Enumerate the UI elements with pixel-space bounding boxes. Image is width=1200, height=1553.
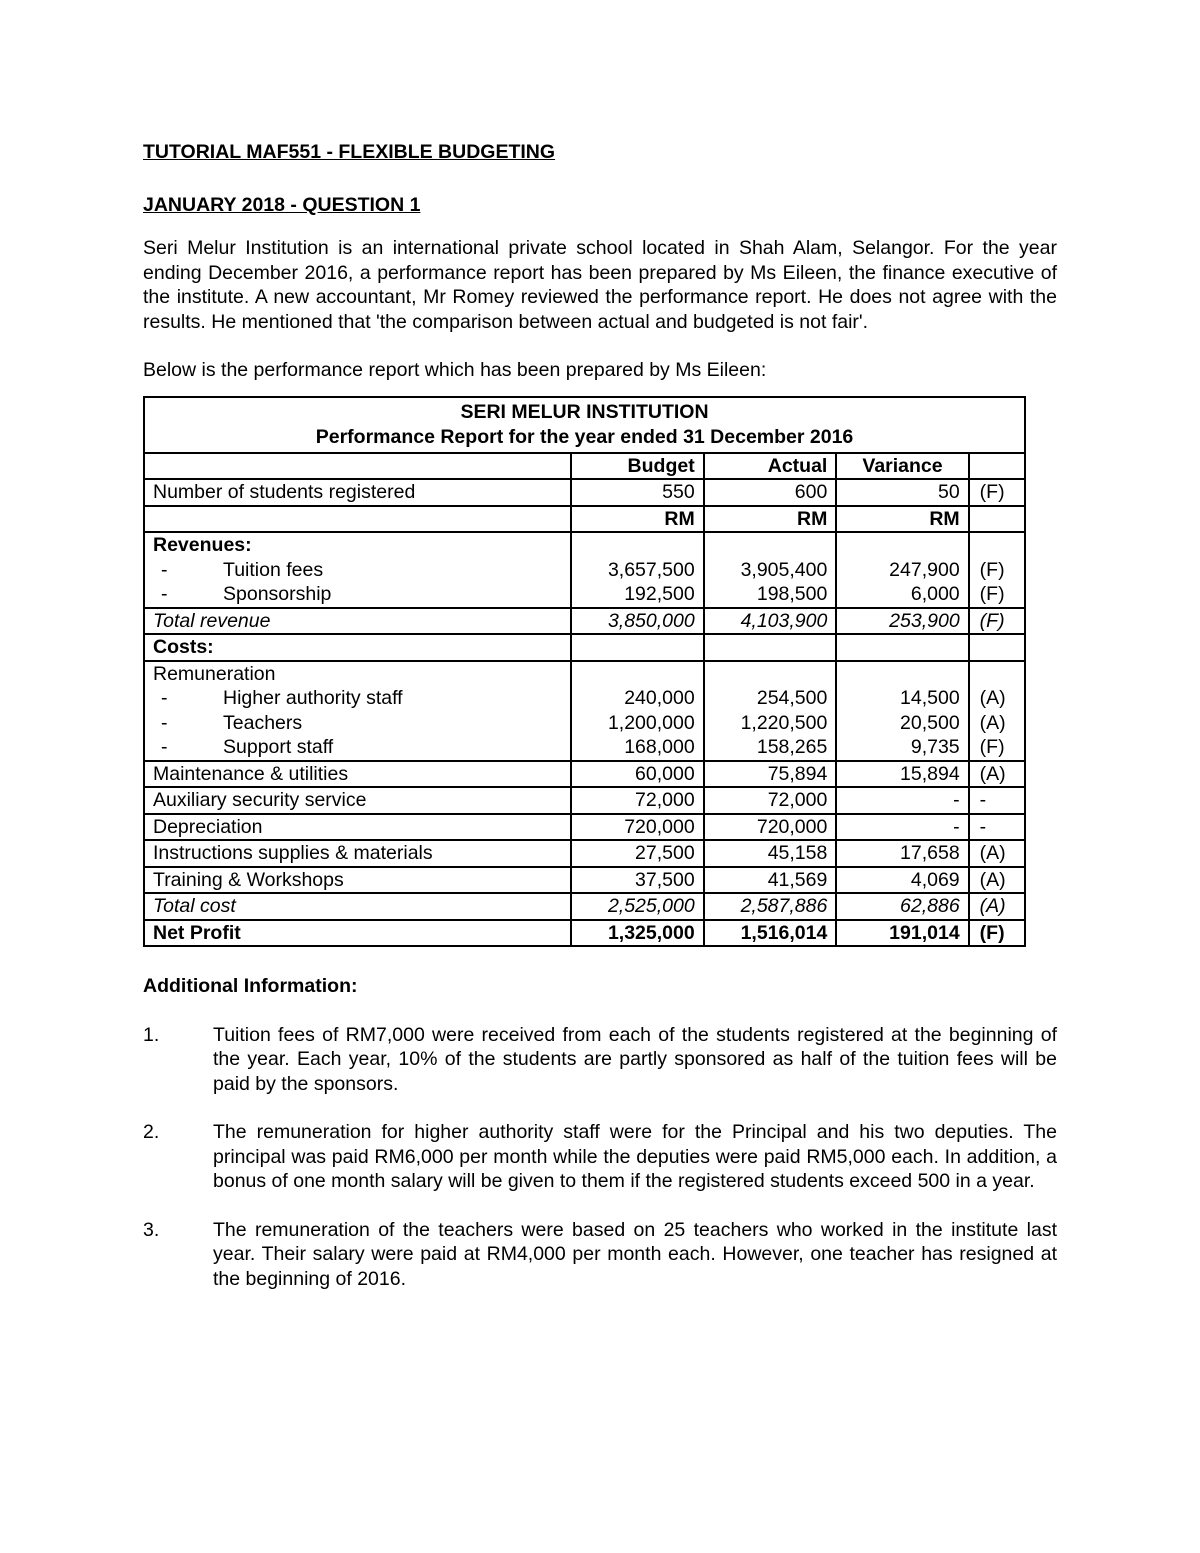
revenues-heading: Revenues:: [153, 534, 252, 556]
total-revenue-row: [144, 608, 1025, 635]
total-cost-budget: 2,525,000: [571, 893, 704, 920]
currency-row: [144, 506, 1025, 533]
sponsorship-actual: 198,500: [756, 583, 828, 605]
header-blank: [144, 453, 571, 480]
sponsorship-flag: (F): [979, 583, 1005, 605]
training-actual: 41,569: [704, 867, 837, 894]
depreciation-label: Depreciation: [144, 814, 571, 841]
tuition-flag: (F): [979, 558, 1005, 581]
supplies-budget: 27,500: [571, 840, 704, 867]
item-text: Tuition fees of RM7,000 were received from each of the students registered at the beginning of the year. Each year, 10% of the students are partly sponsored as half of the tuition fees will be paid by the sponsors.: [213, 1023, 1057, 1095]
info-item-1: [143, 1023, 1057, 1097]
col-flag: [969, 453, 1025, 480]
supplies-label: Instructions supplies & materials: [144, 840, 571, 867]
maintenance-budget: 60,000: [571, 761, 704, 788]
support-actual: 158,265: [756, 736, 828, 758]
item-text: The remuneration for higher authority staff were for the Principal and his two deputies. The principal was paid RM6,000 per month while the deputies were paid RM5,000 each. In addition, a bonus of one month salary will be given to them if the registered students exceed 500 in a year.: [213, 1121, 1057, 1192]
students-label: Number of students registered: [144, 479, 571, 506]
info-item-3: [143, 1218, 1057, 1292]
document-page: [143, 140, 1057, 1315]
training-label: Training & Workshops: [144, 867, 571, 894]
students-row: [144, 479, 1025, 506]
sponsorship-label: Sponsorship: [223, 583, 332, 605]
item-number: 2.: [143, 1121, 160, 1143]
supplies-variance: 17,658: [836, 840, 968, 867]
col-variance: Variance: [836, 453, 968, 480]
higher-flag: (A): [979, 687, 1006, 709]
net-profit-variance: 191,014: [836, 920, 968, 947]
teachers-flag: (A): [979, 711, 1006, 734]
depreciation-variance: -: [836, 814, 968, 841]
total-revenue-flag: (F): [969, 608, 1025, 635]
remuneration-block: [144, 661, 1025, 761]
header-row: [144, 453, 1025, 480]
teachers-label: Teachers: [223, 711, 303, 734]
maintenance-row: [144, 761, 1025, 788]
higher-variance: 14,500: [900, 687, 960, 709]
col-actual: Actual: [704, 453, 837, 480]
currency-variance: RM: [836, 506, 968, 533]
security-flag: -: [969, 787, 1025, 814]
report-title-cell: [144, 397, 1025, 453]
total-revenue-label: Total revenue: [144, 608, 571, 635]
currency-flag: [969, 506, 1025, 533]
bullet-dash: -: [161, 687, 168, 709]
teachers-variance: 20,500: [900, 711, 960, 734]
col-budget: Budget: [571, 453, 704, 480]
higher-label: Higher authority staff: [223, 687, 403, 709]
supplies-row: [144, 840, 1025, 867]
maintenance-flag: (A): [969, 761, 1025, 788]
sponsorship-budget: 192,500: [624, 583, 695, 605]
costs-heading: Costs:: [144, 634, 571, 661]
students-budget: 550: [571, 479, 704, 506]
depreciation-flag: -: [969, 814, 1025, 841]
item-number: 1.: [143, 1023, 160, 1046]
training-flag: (A): [969, 867, 1025, 894]
total-cost-actual: 2,587,886: [704, 893, 837, 920]
students-actual: 600: [704, 479, 837, 506]
security-budget: 72,000: [571, 787, 704, 814]
item-number: 3.: [143, 1218, 160, 1241]
security-variance: -: [836, 787, 968, 814]
item-text: The remuneration of the teachers were based on 25 teachers who worked in the institute last year. Their salary were paid at RM4,000 per month each. However, one teacher has resigned at the beginning of 2016.: [213, 1218, 1057, 1290]
total-cost-flag: (A): [969, 893, 1025, 920]
total-revenue-variance: 253,900: [836, 608, 968, 635]
report-intro: Below is the performance report which has been prepared by Ms Eileen:: [143, 359, 767, 381]
total-revenue-budget: 3,850,000: [571, 608, 704, 635]
support-budget: 168,000: [624, 736, 695, 758]
security-actual: 72,000: [704, 787, 837, 814]
tuition-label: Tuition fees: [223, 558, 324, 581]
teachers-budget: 1,200,000: [607, 711, 695, 734]
total-cost-label: Total cost: [144, 893, 571, 920]
training-row: [144, 867, 1025, 894]
total-cost-row: [144, 893, 1025, 920]
revenues-labels: [144, 532, 571, 608]
report-org: SERI MELUR INSTITUTION: [460, 400, 709, 423]
supplies-flag: (A): [969, 840, 1025, 867]
additional-info-heading: Additional Information:: [143, 975, 358, 997]
training-budget: 37,500: [571, 867, 704, 894]
students-variance: 50: [836, 479, 968, 506]
higher-actual: 254,500: [756, 687, 828, 709]
depreciation-budget: 720,000: [571, 814, 704, 841]
report-title-row: [144, 397, 1025, 453]
higher-budget: 240,000: [624, 687, 695, 709]
question-heading: JANUARY 2018 - QUESTION 1: [143, 193, 421, 216]
net-profit-label: Net Profit: [144, 920, 571, 947]
report-subtitle: Performance Report for the year ended 31 December 2016: [315, 425, 854, 448]
bullet-dash: -: [161, 711, 168, 734]
net-profit-actual: 1,516,014: [704, 920, 837, 947]
tutorial-title: TUTORIAL MAF551 - FLEXIBLE BUDGETING: [143, 141, 556, 163]
net-profit-row: [144, 920, 1025, 947]
costs-row: [144, 634, 1025, 661]
bullet-dash: -: [161, 558, 168, 581]
net-profit-budget: 1,325,000: [571, 920, 704, 947]
currency-actual: RM: [704, 506, 837, 533]
maintenance-actual: 75,894: [704, 761, 837, 788]
security-row: [144, 787, 1025, 814]
depreciation-row: [144, 814, 1025, 841]
info-item-2: [143, 1120, 1057, 1194]
teachers-actual: 1,220,500: [740, 711, 828, 734]
net-profit-flag: (F): [969, 920, 1025, 947]
security-label: Auxiliary security service: [144, 787, 571, 814]
remuneration-heading: Remuneration: [153, 662, 276, 685]
total-revenue-actual: 4,103,900: [704, 608, 837, 635]
total-cost-variance: 62,886: [836, 893, 968, 920]
supplies-actual: 45,158: [704, 840, 837, 867]
tuition-budget: 3,657,500: [607, 558, 695, 581]
intro-paragraph: Seri Melur Institution is an international private school located in Shah Alam, Selangor. For the year ending December 2016, a performance report has been prepared by Ms Eileen, the finance executive of the institute. A new accountant, Mr Romey reviewed the performance report. He does not agree with the results. He mentioned that 'the comparison between actual and budgeted is not fair'.: [143, 237, 1057, 333]
support-flag: (F): [979, 736, 1005, 758]
performance-report-table: [143, 396, 1026, 948]
currency-blank: [144, 506, 571, 533]
tuition-actual: 3,905,400: [740, 558, 828, 581]
tuition-variance: 247,900: [889, 558, 960, 581]
training-variance: 4,069: [836, 867, 968, 894]
support-variance: 9,735: [910, 736, 960, 758]
bullet-dash: -: [161, 583, 168, 605]
maintenance-variance: 15,894: [836, 761, 968, 788]
bullet-dash: -: [161, 736, 168, 758]
revenues-block: [144, 532, 1025, 608]
depreciation-actual: 720,000: [704, 814, 837, 841]
support-label: Support staff: [223, 736, 334, 758]
maintenance-label: Maintenance & utilities: [144, 761, 571, 788]
students-flag: (F): [969, 479, 1025, 506]
sponsorship-variance: 6,000: [910, 583, 960, 605]
currency-budget: RM: [571, 506, 704, 533]
